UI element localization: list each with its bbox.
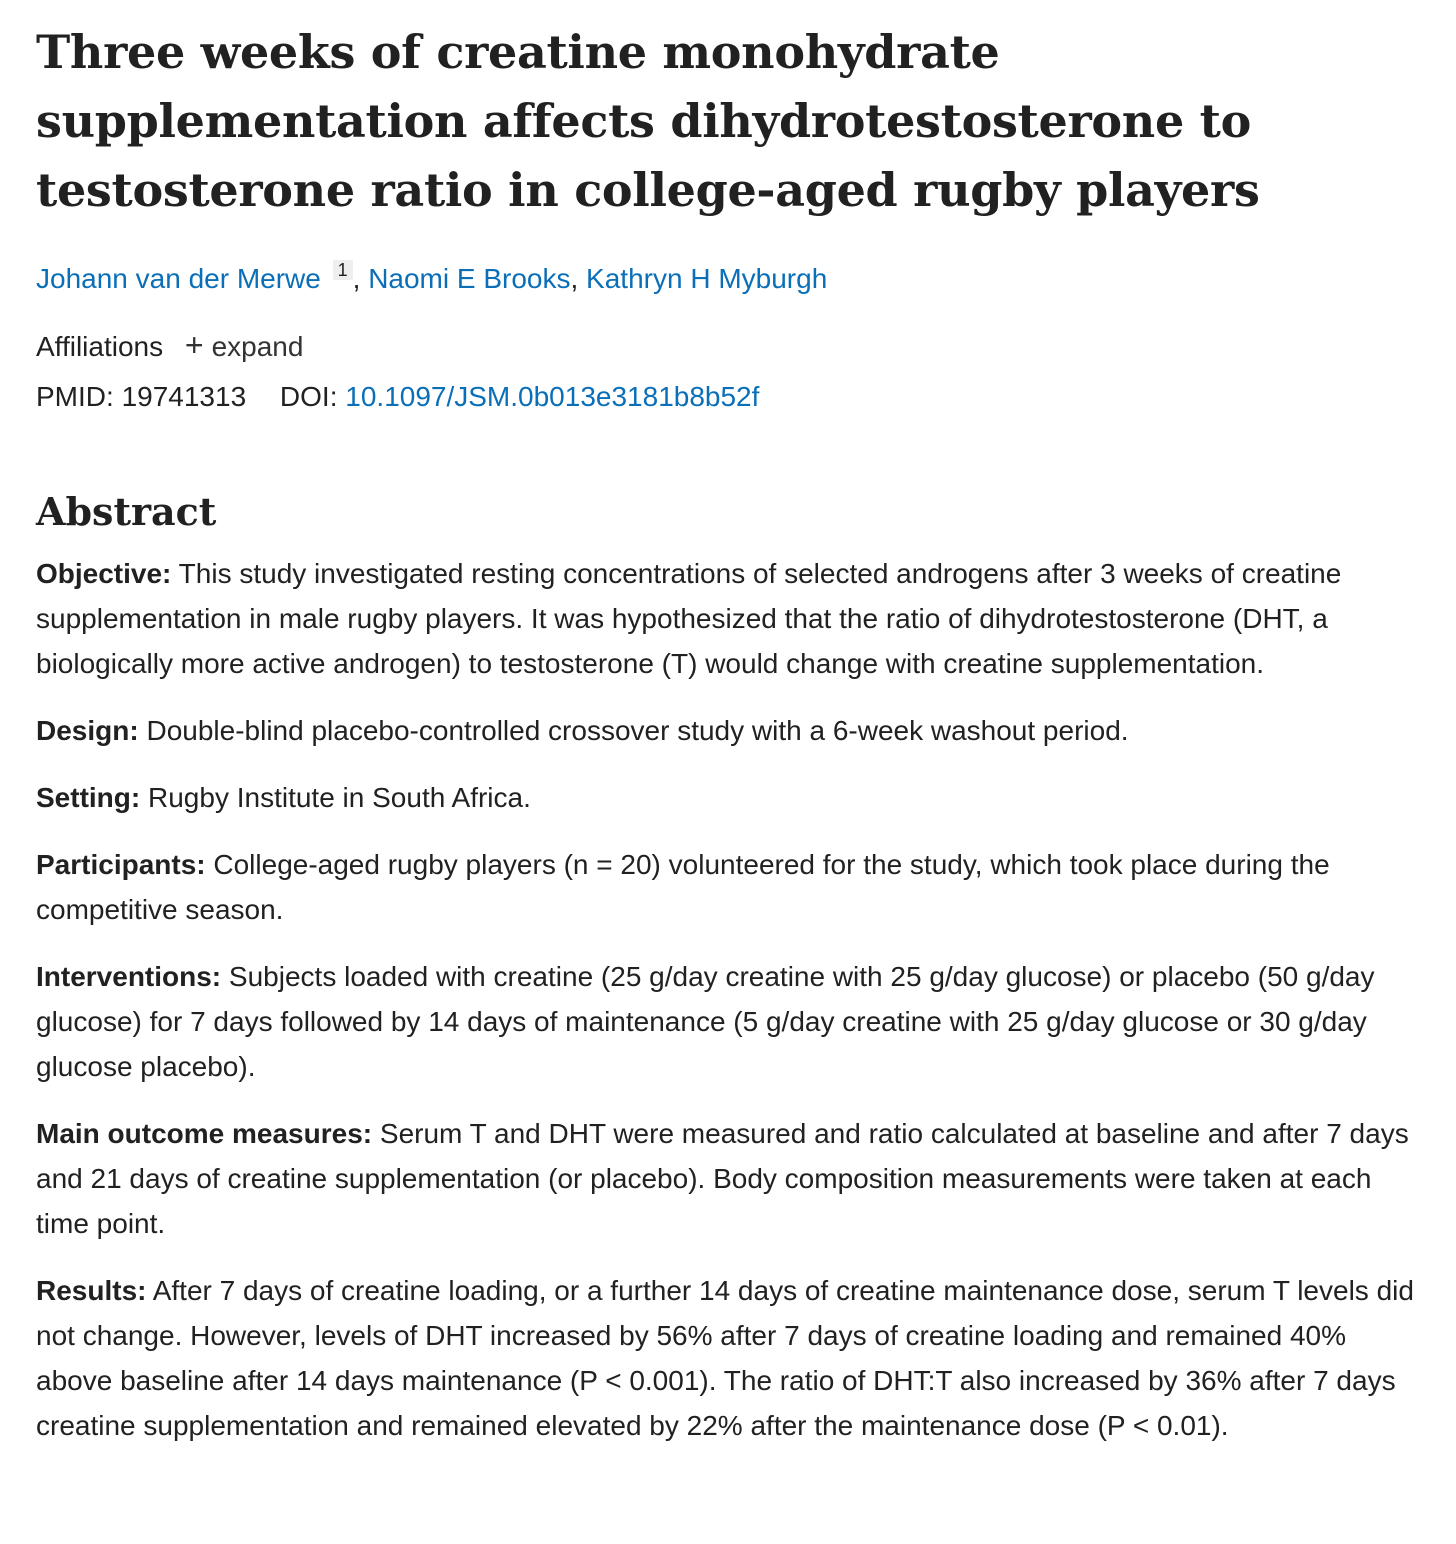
pmid-value: 19741313 xyxy=(121,381,247,412)
doi-link[interactable]: 10.1097/JSM.0b013e3181b8b52f xyxy=(345,381,760,412)
affiliation-ref-badge[interactable]: 1 xyxy=(333,260,353,280)
section-label: Participants: xyxy=(36,849,206,880)
abstract-interventions xyxy=(36,954,1416,1089)
expand-label: expand xyxy=(211,331,304,362)
section-text: Double-blind placebo-controlled crossover study with a 6-week washout period. xyxy=(146,715,1129,746)
abstract-main-outcome-measures xyxy=(36,1111,1416,1246)
affiliations-row xyxy=(36,325,1416,367)
affiliations-label: Affiliations xyxy=(36,331,164,362)
doi-label: DOI: xyxy=(279,381,338,412)
abstract-objective xyxy=(36,551,1416,686)
article-title: Three weeks of creatine monohydrate supplementation affects dihydrotestosterone to testosterone ratio in college-aged rugby players xyxy=(36,25,1260,217)
plus-icon: + xyxy=(184,327,204,363)
abstract-participants xyxy=(36,842,1416,932)
author-list xyxy=(36,259,1416,299)
author-separator: , xyxy=(352,263,361,294)
section-text: This study investigated resting concentrations of selected androgens after 3 weeks of creatine supplementation in male rugby players. It was hypothesized that the ratio of dihydrotestosterone (DHT, a biologically more active androgen) to testosterone (T) would change with creatine supplementation. xyxy=(36,558,1342,679)
author-link-van-der-merwe[interactable]: Johann van der Merwe xyxy=(36,263,321,294)
section-label: Results: xyxy=(36,1275,147,1306)
abstract-design xyxy=(36,708,1416,753)
section-label: Objective: xyxy=(36,558,172,589)
article-identifiers xyxy=(36,377,1416,417)
author-link-myburgh[interactable]: Kathryn H Myburgh xyxy=(586,263,828,294)
abstract-setting xyxy=(36,775,1416,820)
abstract-results xyxy=(36,1268,1416,1448)
abstract-body xyxy=(36,551,1416,1448)
section-label: Main outcome measures: xyxy=(36,1118,373,1149)
abstract-heading: Abstract xyxy=(36,489,217,534)
article-page xyxy=(36,18,1416,1470)
section-label: Setting: xyxy=(36,782,141,813)
section-text: After 7 days of creatine loading, or a further 14 days of creatine maintenance dose, serum T levels did not change. However, levels of DHT increased by 56% after 7 days of creatine loading and remained 40% above baseline after 14 days maintenance (P < 0.001). The ratio of DHT:T also increased by 36% after 7 days creatine supplementation and remained elevated by 22% after the maintenance dose (P < 0.01). xyxy=(36,1275,1414,1441)
section-text: College-aged rugby players (n = 20) volunteered for the study, which took place during the competitive season. xyxy=(36,849,1330,925)
section-text: Subjects loaded with creatine (25 g/day creatine with 25 g/day glucose) or placebo (50 g/day glucose) for 7 days followed by 14 days of maintenance (5 g/day creatine with 25 g/day glucose or 30 g/day glucose placebo). xyxy=(36,961,1375,1082)
author-separator: , xyxy=(570,263,579,294)
pmid-label: PMID: xyxy=(36,381,114,412)
section-text: Serum T and DHT were measured and ratio calculated at baseline and after 7 days and 21 days of creatine supplementation (or placebo). Body composition measurements were taken at each time point. xyxy=(36,1118,1409,1239)
section-label: Design: xyxy=(36,715,139,746)
affiliations-expand-button[interactable] xyxy=(184,327,304,363)
section-text: Rugby Institute in South Africa. xyxy=(148,782,531,813)
section-label: Interventions: xyxy=(36,961,222,992)
author-link-brooks[interactable]: Naomi E Brooks xyxy=(368,263,571,294)
